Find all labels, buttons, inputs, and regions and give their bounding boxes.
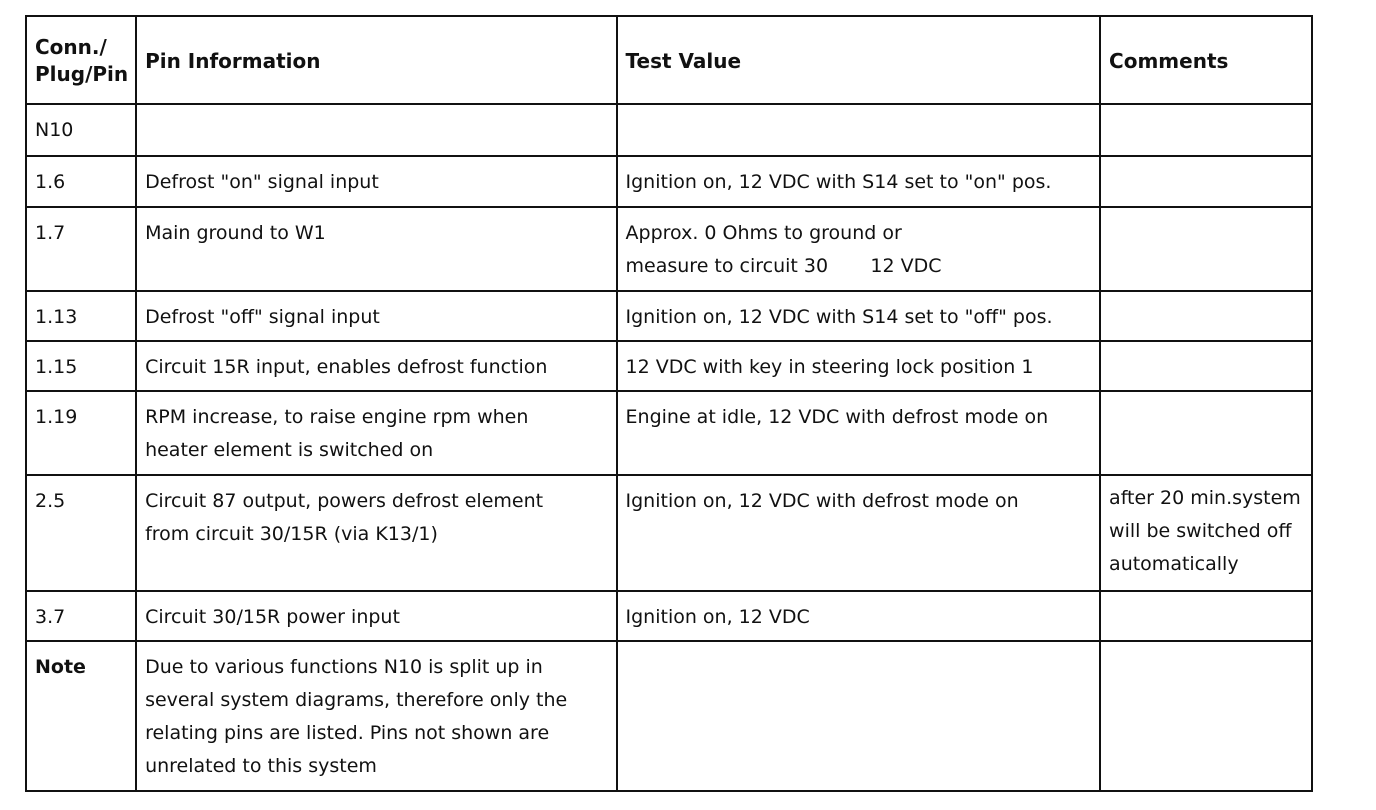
- table-row: [26, 591, 1312, 641]
- test-cell: [617, 104, 1101, 156]
- info-cell: [136, 207, 616, 291]
- pin-label: 1.19: [35, 406, 78, 428]
- pin-label: N10: [35, 119, 74, 141]
- info-cell: [136, 391, 616, 475]
- test-cell: [617, 391, 1101, 475]
- test-value: [626, 105, 1100, 114]
- info-cell: [136, 591, 616, 641]
- test-value: Engine at idle, 12 VDC with defrost mode on: [625, 406, 1049, 428]
- header-comments: Comments: [1100, 16, 1312, 104]
- comment-cell: [1100, 591, 1312, 641]
- table-row: [26, 156, 1312, 207]
- pin-cell: [26, 291, 136, 341]
- pin-label: 2.5: [35, 490, 66, 512]
- header-test-value: Test Value: [617, 16, 1101, 104]
- test-value: 12 VDC with key in steering lock position 1: [625, 356, 1034, 378]
- test-value: Ignition on, 12 VDC with S14 set to "on" pos.: [625, 171, 1052, 193]
- comment-cell: [1100, 475, 1312, 591]
- comment-text: [1109, 105, 1311, 114]
- comment-cell: [1100, 641, 1312, 791]
- table-row: [26, 641, 1312, 791]
- comment-text: [1109, 342, 1311, 351]
- comment-cell: [1100, 156, 1312, 207]
- pin-info: Main ground to W1: [145, 222, 326, 244]
- pin-label: 1.15: [35, 356, 78, 378]
- test-value: Ignition on, 12 VDC with defrost mode on: [625, 490, 1019, 512]
- pin-info: RPM increase, to raise engine rpm when heater element is switched on: [145, 406, 529, 461]
- comment-text: [1109, 642, 1311, 651]
- test-value: Approx. 0 Ohms to ground or measure to circuit 30 12 VDC: [625, 222, 942, 277]
- pin-label: 1.13: [35, 306, 78, 328]
- comment-text: [1109, 592, 1311, 601]
- header-pin-information: Pin Information: [136, 16, 616, 104]
- comment-text: [1109, 157, 1311, 166]
- pin-info: [145, 105, 615, 114]
- test-cell: [617, 591, 1101, 641]
- pin-info: Circuit 15R input, enables defrost function: [145, 356, 548, 378]
- comment-text: [1109, 208, 1311, 217]
- test-value: Ignition on, 12 VDC with S14 set to "off" pos.: [625, 306, 1053, 328]
- pin-cell: [26, 475, 136, 591]
- pin-cell: [26, 641, 136, 791]
- test-cell: [617, 156, 1101, 207]
- table-row: [26, 207, 1312, 291]
- pin-info: Defrost "on" signal input: [145, 171, 379, 193]
- note-text: Due to various functions N10 is split up in several system diagrams, therefore only the relating pins are listed. Pins not shown are unrelated to this system: [145, 656, 568, 777]
- pin-info: Circuit 87 output, powers defrost element from circuit 30/15R (via K13/1): [145, 490, 544, 545]
- test-cell: [617, 341, 1101, 391]
- pin-info: Defrost "off" signal input: [145, 306, 380, 328]
- header-row: [26, 16, 1312, 104]
- comment-cell: [1100, 291, 1312, 341]
- info-cell: [136, 475, 616, 591]
- table-row: [26, 341, 1312, 391]
- info-cell: [136, 641, 616, 791]
- comment-text: after 20 min.system will be switched off automatically: [1109, 487, 1301, 575]
- table-row: [26, 104, 1312, 156]
- header-conn-plug-pin: Conn./ Plug/Pin: [26, 16, 136, 104]
- pin-label: 3.7: [35, 606, 66, 628]
- comment-cell: [1100, 391, 1312, 475]
- table-row: [26, 475, 1312, 591]
- pin-cell: [26, 104, 136, 156]
- table-row: [26, 291, 1312, 341]
- pin-label: 1.7: [35, 222, 66, 244]
- test-value: [626, 642, 1100, 651]
- comment-cell: [1100, 207, 1312, 291]
- test-cell: [617, 641, 1101, 791]
- comment-cell: [1100, 341, 1312, 391]
- pin-cell: [26, 591, 136, 641]
- table-row: [26, 391, 1312, 475]
- info-cell: [136, 341, 616, 391]
- pin-info: Circuit 30/15R power input: [145, 606, 400, 628]
- pin-cell: [26, 156, 136, 207]
- info-cell: [136, 291, 616, 341]
- test-cell: [617, 207, 1101, 291]
- comment-text: [1109, 292, 1311, 301]
- pin-cell: [26, 341, 136, 391]
- pin-cell: [26, 207, 136, 291]
- pin-label: 1.6: [35, 171, 66, 193]
- test-cell: [617, 475, 1101, 591]
- comment-text: [1109, 392, 1311, 401]
- pin-cell: [26, 391, 136, 475]
- test-cell: [617, 291, 1101, 341]
- test-value: Ignition on, 12 VDC: [625, 606, 810, 628]
- pin-table: [25, 15, 1313, 792]
- comment-cell: [1100, 104, 1312, 156]
- info-cell: [136, 104, 616, 156]
- note-label: Note: [35, 656, 86, 678]
- info-cell: [136, 156, 616, 207]
